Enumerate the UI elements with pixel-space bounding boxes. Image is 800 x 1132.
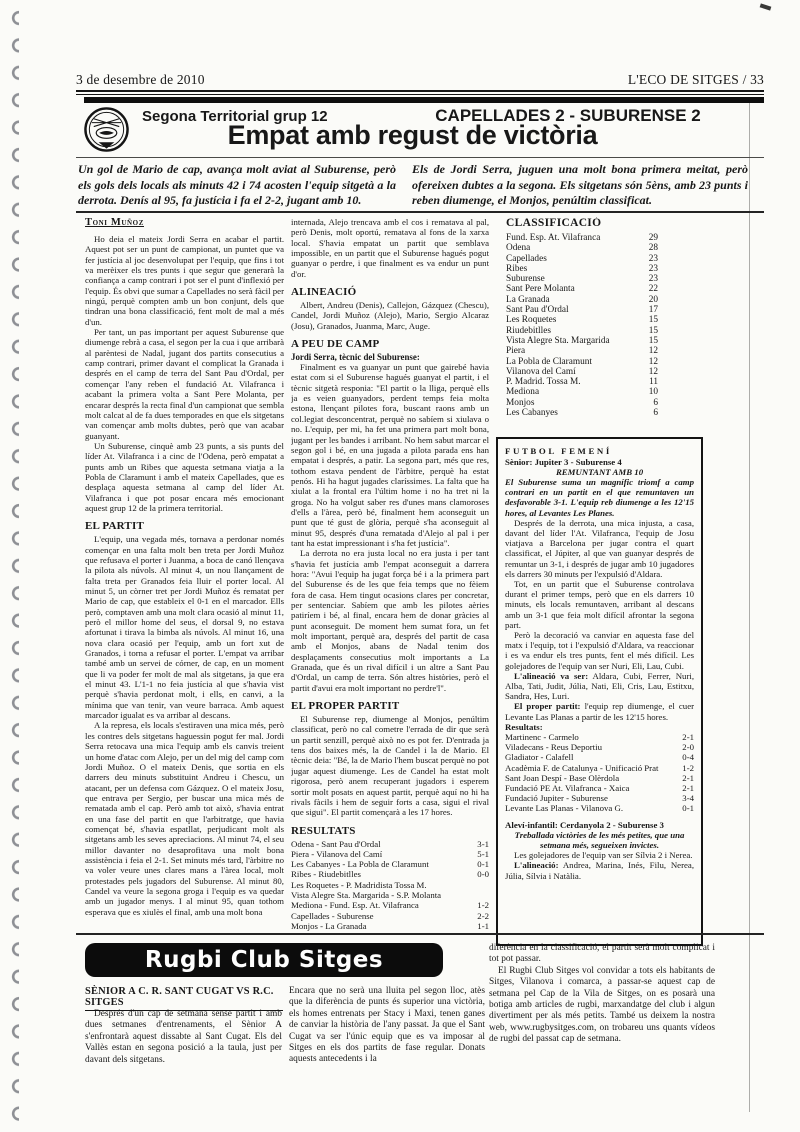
team-name: Capellades <box>506 253 547 264</box>
score-value: 2-1 <box>682 772 695 783</box>
resultat-row <box>291 839 489 849</box>
classificacio-row <box>506 357 658 367</box>
team-points: 17 <box>648 305 659 316</box>
section-heading-alineacio: ALINEACIÓ <box>291 286 357 299</box>
quote-paragraph: La derrota no era justa local no era justa i per tant s'havia fet justícia amb l'empat aconseguit a darrera hora: "Avui l'equip ha jugat força bé i a la primera part del Suburense és de les que feia temps que no fèiem fora de casa. Hem tingut ocasions clares per concretar, per sentenciar. Sabíem que amb les pilotes aèries patiríem i bé, al final, encara hem de donar gràcies al punt aconseguit. De moment hem sumat fora, un fet molt important, perquè ara, després del partit de casa amb el Monjos, abans de Nadal tenim dos desplaçaments consecutius molt importants a La Granada, que és un rival difícil i un altre a Sant Pau d'Ordal, un camp de terra. Són altres històries, però el partit d'avui era molt important no perdre'l". <box>291 548 490 693</box>
team-name: Suburense <box>506 274 545 285</box>
classificacio-row <box>506 398 658 408</box>
match-label: Levante Las Planas - Vilanova G. <box>505 803 624 814</box>
page-edge-line <box>749 100 750 1112</box>
classificacio-table <box>506 233 707 418</box>
classificacio-row <box>506 315 658 325</box>
score-value: 3-1 <box>477 838 490 849</box>
team-points: 23 <box>648 263 659 274</box>
team-name: Monjos <box>506 397 535 408</box>
article-paragraph: Per tant, un pas important per aquest Suburense que diumenge rebrà a casa, el segon per la cua i que arribarà al parèntesi de Nadal, jugant dos partits consecutius a camp contrari, primer davant el complicat la Granada i després en el camp de terra del Sant Pau d'Ordal, per començar l'any reben el fundació At. Vilafranca i acabant la primera volta a Sant Pere Molanta, per encarar després la recta final d'un campionat que sembla molt calcat al de fa dues temporades en que els sitgetans van començar amb molts dubtes, però que van acabar guanyant. <box>85 327 285 441</box>
femeni-resultat-row <box>505 803 694 813</box>
femeni-resultat-row <box>505 752 694 762</box>
match-label: Vista Alegre Sta. Margarida - S.P. Molanta <box>291 890 442 901</box>
article-body <box>85 217 707 962</box>
femeni-resultat-row <box>505 793 694 803</box>
team-points: 22 <box>648 284 659 295</box>
team-points: 12 <box>648 356 659 367</box>
femeni-alevi-lineup-label: L'alineació: <box>514 860 559 871</box>
resultat-row <box>291 921 489 931</box>
femeni-paragraph: Després de la derrota, una mica injusta, a casa, davant del líder l'At. Vilafranca, l'equip de Josu viatjava a Barcelona per jugar contra el quart classificat, el Júpiter, al que van guanyar després de remuntar un 3-1, i després de jugar amb 10 jugadores els darrers 30 minuts per l'expulsió d'Aldara. <box>505 517 695 579</box>
team-points: 6 <box>653 408 659 419</box>
resultat-row <box>291 911 489 921</box>
lineup-list: Albert, Andreu (Denis), Callejon, Gázquez (Chescu), Candel, Jordi Muñoz (Alejo), Mario, Sergio Alcaraz (Josu), Granados, Juanma, Marc, Auge. <box>291 300 490 331</box>
team-name: Odena <box>506 243 531 254</box>
team-name: Piera <box>506 346 526 357</box>
section-heading-proper-partit: EL PROPER PARTIT <box>291 700 400 713</box>
classificacio-row <box>506 346 658 356</box>
femeni-alevi-subtitle: Treballada victòries de les més petites, que una setmana més, segueixen invictes. <box>514 829 685 851</box>
femeni-alevi-line: Aleví-infantil: Cerdanyola 2 - Suburense 3 <box>505 819 664 830</box>
classificacio-row <box>506 274 658 284</box>
rugbi-column-3 <box>489 943 715 1046</box>
byline: Toni Muñoz <box>85 217 144 228</box>
match-label: Fundació Jupiter - Suburense <box>505 793 608 804</box>
resultat-row <box>291 869 489 879</box>
masthead-date: 3 de desembre de 2010 <box>76 72 205 87</box>
section-heading-el-partit: EL PARTIT <box>85 520 144 533</box>
resultat-row <box>291 900 489 910</box>
classificacio-row <box>506 336 658 346</box>
match-label: Gladiator - Calafell <box>505 752 574 763</box>
femeni-alevi-lineup-names: Andrea, Marina, Inés, Filu, Nerea, Júlia, Sílvia i Natàlia. <box>505 860 695 881</box>
match-label: Ribes - Riudebitlles <box>291 869 361 880</box>
competition-label: Segona Territorial grup 12 <box>142 108 328 125</box>
match-label: Martinenc - Carmelo <box>505 732 579 743</box>
masthead <box>76 72 764 88</box>
classificacio-row <box>506 284 658 294</box>
score-value <box>469 880 489 890</box>
team-name: La Granada <box>506 294 550 305</box>
classificacio-row <box>506 367 658 377</box>
futbol-femeni-box <box>496 437 703 946</box>
article-paragraph: A la represa, els locals s'estiraven una mica més, però les contres dels sitgetans haguessin pogut fer mal. Jordi Serra retocava una mica l'equip amb els canvis treient un home d'atac com Alejo, per un del mig del camp com Jordi Muñoz. O el mateix Denis, que sortia en els darrers deu minuts substituint Andreu i Chescu, un atacant, per un defensa com Gázquez. O el mateix Josu, que entrava per Sergio, per buscar una mica més de rematada amb el cap. Però amb tot això, s'havia entrat en una fase del partit en que l'arbitratge, que havia començat bé, s'havia espatllat, perjudicant molt als sitgetans amb les seves apreciacions. Al minut 74, el seu millor davanter no desaprofitava una molt bona assistència i feia el 2-1. Set minuts més tard, l'àrbitre no va voler veure unes clares mans a l'àrea local, molt protestades pels jugadors del Suburense. Al minut 80, Candel va veure la segona groga i l'equip es va quedar amb un jugador menys. I al minut 95, quan tothom esperava que es xiulès el final, amb una molt bona <box>85 720 285 917</box>
headline-rule <box>76 157 764 158</box>
match-label: Piera - Vilanova del Camí <box>291 848 383 859</box>
match-label: Les Cabanyes - La Pobla de Claramunt <box>291 859 429 870</box>
masthead-rule <box>76 90 764 95</box>
classificacio-block <box>496 217 707 418</box>
team-name: Fund. Esp. At. Vilafranca <box>506 233 601 243</box>
rugbi-paragraph: Encara que no serà una lluita pel segon lloc, atès que la diferència de punts és superior una victòria, els homes entrenats per Stacy i Maxi, tenen ganes de canviar la història de l'any passat. Ja que el Sant Cugat va ser l'únic equip que es va imposar al Sitges en els dos partits de fase regular. Donats aquests antecedents i la <box>289 986 485 1065</box>
team-points: 23 <box>648 274 659 285</box>
classificacio-row <box>506 233 658 243</box>
femeni-resultats-list <box>505 732 694 814</box>
classificacio-row <box>506 377 658 387</box>
classificacio-row <box>506 243 658 253</box>
team-points: 15 <box>648 315 659 326</box>
team-name: Les Roquetes <box>506 315 557 326</box>
match-scoreline: CAPELLADES 2 - SUBURENSE 2 <box>435 106 701 125</box>
section-top-bar <box>84 97 764 103</box>
femeni-title: FUTBOL FEMENÍ <box>505 446 612 457</box>
femeni-lineup-label: L'alineació va ser: <box>514 670 589 681</box>
rugbi-column-2 <box>289 986 485 1066</box>
match-label: Fundació PE At. Vilafranca - Xaica <box>505 783 630 794</box>
score-value: 1-2 <box>477 900 490 911</box>
team-points: 10 <box>648 387 659 398</box>
score-value <box>469 890 489 900</box>
score-value: 2-1 <box>682 783 695 794</box>
team-points: 23 <box>648 253 659 264</box>
lead-rule <box>76 211 764 213</box>
masthead-title: L'ECO DE SITGES / 33 <box>627 72 764 87</box>
score-value: 0-1 <box>477 859 490 870</box>
team-points: 15 <box>648 325 659 336</box>
femeni-resultat-row <box>505 742 694 752</box>
score-value: 2-2 <box>477 910 490 921</box>
classificacio-heading: CLASSIFICACIÓ <box>506 217 602 229</box>
spiral-binding-marks <box>2 4 32 1128</box>
classificacio-row <box>506 387 658 397</box>
team-name: Sant Pau d'Ordal <box>506 305 569 316</box>
quote-paragraph: Finalment es va guanyar un punt que gairebé havia estat com si el Suburense hagués guanyat el partit, i el tècnic sitgetà responia: "El partit o la lliga, perquè ells ja es veien guanyadors, perdent temps feia molta estona, llençant pilotes fora, buscant raons amb un col.legiat desconcentrat, perquè no sabíem si xiulava o no. L'equip, per mi, ha fet una primera part molt bona, jugant per les bandes i arribant. No hem sabut marcar el segon gol i bé, en una jugada a pilota parada ens han empatat i després, a patir. La segona part, més que res, tothom estava pendent de l'àrbitre, perquè ha estat penós. Hi ha hagut jugades claríssimes. La falta que ha xiulat a la frontal era l'últim home i no ha tret ni la groga. No ha volgut saber res d'unes mans clamoroses d'ells a l'àrea, però bé, finalment hem aconseguit un punt que té gust de glòria, perquè s'ha aconseguit al minut 95, després d'una rematada d'Alejo al pal i per tant ha estat impressionant i s'ha fet justícia". <box>291 362 490 548</box>
team-name: Vilanova del Camí <box>506 366 576 377</box>
section-heading-resultats: RESULTATS <box>291 824 356 837</box>
rugbi-section-rule <box>76 933 764 935</box>
femeni-paragraph: Tot, en un partit que el Suburense controlava durant el primer temps, però que en els darrers 10 minuts, els locals remuntaven, arribant al descans amb un 3-1 que feia molt difícil afrontar la segona part. <box>505 578 695 630</box>
resultat-row <box>291 849 489 859</box>
resultats-list <box>291 839 489 932</box>
team-points: 12 <box>648 346 659 357</box>
rugbi-paragraph: Després d'un cap de setmana sense partit i amb dues setmanes d'entrenaments, el Sènior A s'enfrontarà aquest dissabte al Sant Cugat. Els del Vallès estan en segona posició a la taula, just per davant dels sitgetans. <box>85 1009 282 1065</box>
article-paragraph: L'equip, una vegada més, tornava a perdonar només començar en una falta molt ben treta per Jordi Muñoz que refusava el porter i Juanma, a boca de canó llençava la pilota als núvols. Al minut 4, un nou llançament de falta treta per Granados feia lluir el porter local. Al minut 5, un còrner tret per Jordi Muñoz és rematat per Mario de cap, que estableix el 0-1 en el marcador. Ells però, comptaven amb una molt clara ocasió al minut 11, però el millor home del seus, el dorsal 9, no estava afortunat i tirava la bimba als núvols. Al minut 16, una nova clara ocasió per l'equip, amb un fort xut de Granados, i torna a refusar el porter. L'empat va arribar també amb un servei de córner, de cap, en un moment que li va poder fer molt de mal als sitgetans, ja que era el minut 43. L'1-1 no feia justícia al que s'havia vist perquè s'havia perdonat molt, i ells, en canvi, a la mínima que van tenir, van veure barraca. Amb aquest marcador igualat es va arribar al descans. <box>85 534 285 721</box>
score-value: 3-4 <box>682 793 695 804</box>
femeni-resultat-row <box>505 763 694 773</box>
team-points: 20 <box>648 294 659 305</box>
team-points: 29 <box>648 233 659 243</box>
team-points: 28 <box>648 243 659 254</box>
classificacio-row <box>506 305 658 315</box>
team-name: Ribes <box>506 263 528 274</box>
match-label: Les Roquetes - P. Madridista Tossa M. <box>291 879 427 890</box>
club-crest-icon <box>83 106 130 153</box>
match-label: Monjos - La Granada <box>291 920 367 931</box>
score-value: 1-2 <box>682 762 695 773</box>
article-paragraph: internada, Alejo trencava amb el cos i rematava al pal, però Denis, molt oportú, rematava al fons de la xarxa local. S'havia empatat un partit que semblava impossible, en un partit que el Suburense hagués pogut guanyar o perdre, i que finalment es va endur un punt d'or. <box>291 217 490 279</box>
team-name: Mediona <box>506 387 540 398</box>
match-label: Acadèmia F. de Catalunya - Unificació Prat <box>505 762 659 773</box>
sidebar-column <box>496 217 707 962</box>
team-name: Vista Alegre Sta. Margarida <box>506 335 610 346</box>
score-value: 2-0 <box>682 742 695 753</box>
classificacio-row <box>506 295 658 305</box>
femeni-resultat-row <box>505 773 694 783</box>
match-label: Mediona - Fund. Esp. At. Vilafranca <box>291 900 419 911</box>
score-value: 2-1 <box>682 732 695 743</box>
rugbi-paragraph: diferència en la classificació, el partit serà molt complicat i tot pot passar. <box>489 943 715 965</box>
femeni-lead: El Suburense suma un magnífic triomf a camp contrari en un partit en el que remuntaven un desfavorable 3-1. L'equip reb diumenge a les 12'15 hores, al Levantes Les Planes. <box>505 476 695 518</box>
team-points: 11 <box>649 377 659 388</box>
resultat-row <box>291 859 489 869</box>
femeni-alevi-scorers: Les golejadores de l'equip van ser Sílvia 2 i Nerea. <box>514 850 693 861</box>
femeni-next-label: El proper partit: <box>514 701 581 712</box>
match-label: Viladecans - Reus Deportiu <box>505 742 602 753</box>
match-label: Sant Joan Despí - Base Olèrdola <box>505 772 620 783</box>
score-value: 1-1 <box>477 920 490 931</box>
score-value: 0-0 <box>477 869 490 880</box>
classificacio-row <box>506 326 658 336</box>
classificacio-row <box>506 264 658 274</box>
femeni-resultats-label: Resultats: <box>505 721 543 732</box>
headline: Empat amb regust de victòria <box>227 120 598 150</box>
match-label: Odena - Sant Pau d'Ordal <box>291 838 381 849</box>
score-value: 5-1 <box>477 848 490 859</box>
classificacio-row <box>506 408 658 418</box>
femeni-next-match <box>505 701 694 721</box>
article-paragraph: Ho deia el mateix Jordi Serra en acabar el partit. Aquest pot ser un punt de campionat, un puntet que va fer justícia al joc desenvolupat per l'equip, que fins i tot va merèixer els tres punts i que segur que generarà la confiança a camp contrari i pot ser el punt d'inflexió per l'equip. És obvi que sumar a Capellades no serà fàcil per ningú, perquè compten amb un bon conjunt, dels que tindran una bona classificació, fent molt de mal a més d'un. <box>85 234 285 327</box>
femeni-resultat-row <box>505 732 694 742</box>
lead-deck <box>78 162 748 209</box>
femeni-subtitle: REMUNTANT AMB 10 <box>555 466 644 477</box>
article-paragraph: El Suburense rep, diumenge al Monjos, penúltim classificat, però no cal cometre l'errada de dir que serà un partit senzill, perquè això no es pot fer. D'entrada ja tens dos baixes més, la de Candel i la de Mario. El tècnic deia: "Bé, la de Mario l'hem buscat perquè no pot jugar aquest diumenge. Les de Candel ha estat molt rigorosa, però anem recuperant jugadors i esperem sortir molt posats en aquest partit, perquè aquí no hi ha rivals fàcils i hem de seguir forts a casa, sigui el rival que sigui". El partit començarà a les 17 hores. <box>291 714 490 818</box>
femeni-lineup-names: Aldara, Cubi, Ferrer, Nuri, Alba, Tati, Judit, Júlia, Nati, Eli, Cris, Lau, Estitxu, Sandra, Hes, Luri. <box>505 670 695 702</box>
femeni-resultat-row <box>505 783 694 793</box>
lead-left: Un gol de Mario de cap, avança molt aviat al Suburense, però els gols dels locals als minuts 42 i 74 acosten l'equip sitgetà a la derrota. Denís al 95, fa justícia i fa el 2-2, jugant amb 10. <box>78 162 396 208</box>
resultat-row <box>291 890 489 900</box>
femeni-senior-line: Sènior: Jupiter 3 - Suburense 4 <box>505 456 622 467</box>
rugbi-banner: Rugbi Club Sitges <box>85 943 443 977</box>
team-name: Riudebitlles <box>506 325 551 336</box>
section-heading-a-peu-de-camp: A PEU DE CAMP <box>291 338 380 351</box>
coach-subheading: Jordi Serra, tècnic del Suburense: <box>291 352 420 363</box>
rugbi-heading: SÈNIOR A C. R. SANT CUGAT VS R.C. SITGES <box>85 986 283 1011</box>
team-name: La Pobla de Claramunt <box>506 356 593 367</box>
team-points: 15 <box>648 335 659 346</box>
resultat-row <box>291 880 489 890</box>
femeni-paragraph: Però la decoració va canviar en aquesta fase del matx i l'equip, tot i l'expulsió d'Aldara, va reaccionar i es va endur els tres punts, fent el més difícil. Les golejadores de l'equip van ser Nuri, Eli, Lau, Cubi. <box>505 630 695 671</box>
scan-artifact <box>760 3 772 10</box>
femeni-alevi-lineup <box>505 860 694 880</box>
team-points: 12 <box>648 366 659 377</box>
team-name: P. Madrid. Tossa M. <box>506 377 581 388</box>
classificacio-row <box>506 254 658 264</box>
lead-right: Els de Jordi Serra, juguen una molt bona primera meitat, però ofereixen dubtes a la segona. Els sitgetans són 5èns, amb 23 punts i reben diumenge, el Monjos, penúltim classificat. <box>412 162 748 208</box>
rugbi-paragraph: El Rugbi Club Sitges vol convidar a tots els habitants de Sitges, Vilanova i comarca, a passar-se aquest cap de setmana pel Cap de la Vila de Sitges, on es posarà una botiga amb articles de rugbi, marxandatge del club i algun divertiment per als més petits. També us deixem la nostra web, www.rugbysitges.com, on trobareu uns quants vídeos de rugbi del passat cap de setmana. <box>489 965 715 1045</box>
team-name: Les Cabanyes <box>506 408 558 419</box>
article-column-1 <box>85 217 284 962</box>
team-name: Sant Pere Molanta <box>506 284 575 295</box>
femeni-lineup <box>505 671 694 702</box>
score-value: 0-1 <box>682 803 695 814</box>
rugbi-column-1 <box>85 1009 282 1066</box>
article-column-2 <box>291 217 489 962</box>
femeni-next-text: l'equip rep diumenge, el cuer Levante Las Planas a partir de les 12'15 hores. <box>505 701 695 722</box>
match-label: Capellades - Suburense <box>291 910 374 921</box>
team-points: 6 <box>653 397 659 408</box>
score-value: 0-4 <box>682 752 695 763</box>
article-paragraph: Un Suburense, cinquè amb 23 punts, a sis punts del líder At. Vilafranca i a cinc de l'Odena, però empatat a punts amb un Ribes que aquesta setmana viatja a la Pobla de Claramunt i amb el mateix Capellades, que es desplaça aquesta setmana al camp del líder At. Vilafranca i que pot posar encara més emocionant aquest grup 12 de la primera territorial. <box>85 440 285 513</box>
